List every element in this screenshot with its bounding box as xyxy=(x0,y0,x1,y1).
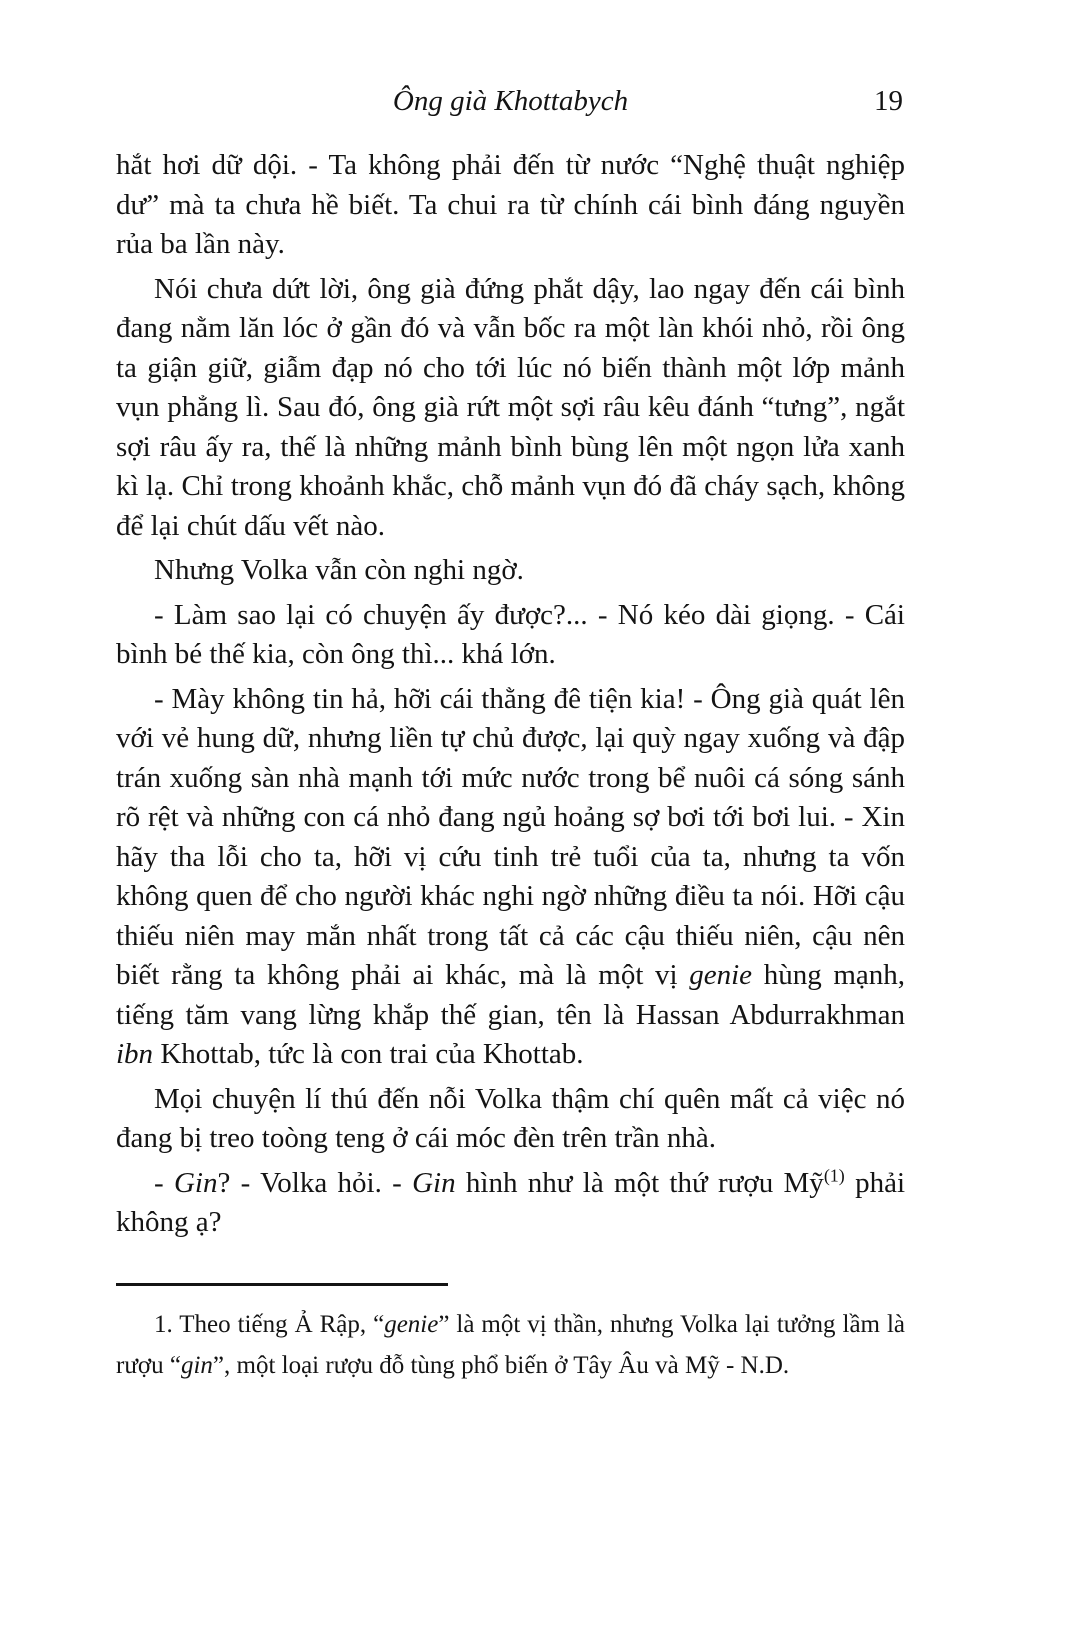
italic-text-segment: Gin xyxy=(412,1166,456,1199)
text-segment: hùng mạnh, tiếng tăm vang lừng khắp thế gian, tên là Hassan Abdurrakhman xyxy=(116,959,905,1031)
text-segment: ? - Volka hỏi. - xyxy=(217,1166,413,1199)
text-segment: hình như là một thứ rượu Mỹ xyxy=(455,1166,824,1199)
footnote-reference-marker: (1) xyxy=(823,1164,845,1185)
paragraph xyxy=(116,146,905,265)
paragraph xyxy=(116,1080,905,1159)
text-segment: 1. Theo tiếng Ả Rập, “ xyxy=(154,1310,385,1338)
text-segment: - Làm sao lại có chuyện ấy được?... - Nó kéo dài giọng. - Cái bình bé thế kia, còn ông thì... khá lớn. xyxy=(116,598,905,670)
footnote-separator xyxy=(116,1283,448,1286)
text-segment: - Mày không tin hả, hỡi cái thằng đê tiện kia! - Ông già quát lên với vẻ hung dữ, nhưng liền tự chủ được, lại quỳ ngay xuống và đập trán xuống sàn nhà mạnh tới mức nước trong bể nuôi cá sóng sánh rõ rệt và những con cá nhỏ đang ngủ hoảng sợ bơi tới bơi lui. - Xin hãy tha lỗi cho ta, hỡi vị cứu tinh trẻ tuổi của ta, nhưng ta vốn không quen để cho người khác nghi ngờ những điều ta nói. Hỡi cậu thiếu niên may mắn nhất trong tất cả các cậu thiếu niên, cậu nên biết rằng ta không phải ai khác, mà là một vị xyxy=(116,682,905,991)
text-segment: Nhưng Volka vẫn còn nghi ngờ. xyxy=(154,554,524,586)
italic-text-segment: genie xyxy=(689,959,753,991)
text-segment: ” là một vị thần, nhưng Volka lại tưởng lầm là rượu “ xyxy=(116,1310,905,1379)
running-header xyxy=(116,82,905,120)
italic-text-segment: genie xyxy=(384,1310,439,1338)
text-segment: Mọi chuyện lí thú đến nỗi Volka thậm chí quên mất cả việc nó đang bị treo toòng teng ở cái móc đèn trên trần nhà. xyxy=(116,1082,905,1154)
paragraph xyxy=(116,551,905,591)
book-title: Ông già Khottabych xyxy=(392,85,629,117)
paragraph xyxy=(116,270,905,547)
italic-text-segment: gin xyxy=(180,1351,213,1379)
italic-text-segment: ibn xyxy=(116,1038,154,1070)
text-segment: ”, một loại rượu đỗ tùng phổ biến ở Tây Âu và Mỹ - N.D. xyxy=(212,1351,790,1379)
page-number: 19 xyxy=(874,85,903,117)
italic-text-segment: Gin xyxy=(173,1166,218,1199)
footnote-text xyxy=(116,1304,905,1386)
text-segment: Khottab, tức là con trai của Khottab. xyxy=(153,1038,584,1070)
footnote xyxy=(116,1283,905,1386)
text-segment: phải không ạ? xyxy=(116,1166,905,1238)
text-segment: - xyxy=(154,1166,174,1199)
paragraph xyxy=(116,1164,905,1243)
paragraphs xyxy=(116,146,905,1243)
text-segment: Nói chưa dứt lời, ông già đứng phắt dậy, lao ngay đến cái bình đang nằm lăn lóc ở gần đó và vẫn bốc ra một làn khói nhỏ, rồi ông ta giận giữ, giẫm đạp nó cho tới lúc nó biến thành một lớp mảnh vụn phẳng lì. Sau đó, ông già rứt một sợi râu kêu đánh “tưng”, ngắt sợi râu ấy ra, thế là những mảnh bình bùng lên một ngọn lửa xanh kì lạ. Chỉ trong khoảnh khắc, chỗ mảnh vụn đó đã cháy sạch, không để lại chút dấu vết nào. xyxy=(116,272,905,542)
paragraph xyxy=(116,596,905,675)
text-segment: hắt hơi dữ dội. - Ta không phải đến từ nước “Nghệ thuật nghiệp dư” mà ta chưa hề biết. Ta chui ra từ chính cái bình đáng nguyền rủa ba lần này. xyxy=(116,149,905,260)
paragraph xyxy=(116,680,905,1075)
